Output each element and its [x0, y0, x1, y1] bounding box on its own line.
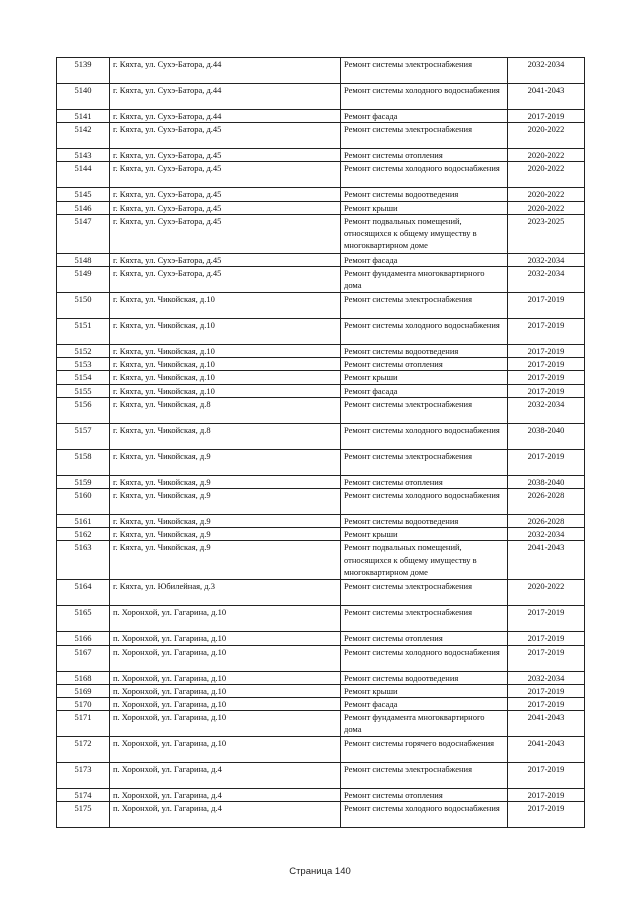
row-address: г. Кяхта, ул. Сухэ-Батора, д.45 [110, 253, 341, 266]
row-period: 2020-2022 [508, 123, 585, 149]
row-address: п. Хоронхой, ул. Гагарина, д.10 [110, 684, 341, 697]
row-period: 2017-2019 [508, 632, 585, 645]
row-period: 2017-2019 [508, 319, 585, 345]
row-period: 2023-2025 [508, 214, 585, 253]
row-address: г. Кяхта, ул. Чикойская, д.9 [110, 515, 341, 528]
row-number: 5165 [57, 606, 110, 632]
row-number: 5164 [57, 580, 110, 606]
table-row [57, 763, 585, 789]
row-address: г. Кяхта, ул. Чикойская, д.9 [110, 475, 341, 488]
table-row [57, 319, 585, 345]
row-work-type: Ремонт крыши [341, 371, 508, 384]
row-work-type: Ремонт фасада [341, 384, 508, 397]
table-row [57, 149, 585, 162]
row-number: 5158 [57, 449, 110, 475]
row-address: г. Кяхта, ул. Сухэ-Батора, д.44 [110, 58, 341, 84]
row-work-type: Ремонт системы электроснабжения [341, 606, 508, 632]
row-address: г. Кяхта, ул. Сухэ-Батора, д.44 [110, 84, 341, 110]
row-address: г. Кяхта, ул. Чикойская, д.8 [110, 397, 341, 423]
row-work-type: Ремонт системы водоотведения [341, 188, 508, 201]
row-number: 5157 [57, 423, 110, 449]
table-row [57, 397, 585, 423]
row-address: г. Кяхта, ул. Чикойская, д.10 [110, 384, 341, 397]
row-period: 2017-2019 [508, 763, 585, 789]
row-period: 2017-2019 [508, 789, 585, 802]
row-work-type: Ремонт системы холодного водоснабжения [341, 802, 508, 828]
row-period: 2020-2022 [508, 580, 585, 606]
row-period: 2017-2019 [508, 358, 585, 371]
row-address: г. Кяхта, ул. Сухэ-Батора, д.44 [110, 110, 341, 123]
row-work-type: Ремонт системы холодного водоснабжения [341, 423, 508, 449]
row-address: г. Кяхта, ул. Чикойская, д.10 [110, 371, 341, 384]
row-period: 2017-2019 [508, 371, 585, 384]
row-work-type: Ремонт системы электроснабжения [341, 123, 508, 149]
table-row [57, 632, 585, 645]
row-address: п. Хоронхой, ул. Гагарина, д.10 [110, 645, 341, 671]
row-address: п. Хоронхой, ул. Гагарина, д.4 [110, 789, 341, 802]
table-row [57, 384, 585, 397]
row-period: 2017-2019 [508, 345, 585, 358]
table-row [57, 188, 585, 201]
row-period: 2020-2022 [508, 162, 585, 188]
row-address: п. Хоронхой, ул. Гагарина, д.4 [110, 763, 341, 789]
row-work-type: Ремонт системы электроснабжения [341, 58, 508, 84]
row-work-type: Ремонт системы отопления [341, 632, 508, 645]
table-row [57, 110, 585, 123]
row-work-type: Ремонт фундамента многоквартирного дома [341, 711, 508, 737]
row-number: 5140 [57, 84, 110, 110]
row-number: 5142 [57, 123, 110, 149]
row-address: г. Кяхта, ул. Юбилейная, д.3 [110, 580, 341, 606]
row-period: 2017-2019 [508, 684, 585, 697]
row-address: г. Кяхта, ул. Чикойская, д.9 [110, 528, 341, 541]
row-period: 2020-2022 [508, 201, 585, 214]
row-address: г. Кяхта, ул. Чикойская, д.10 [110, 293, 341, 319]
row-number: 5139 [57, 58, 110, 84]
row-number: 5173 [57, 763, 110, 789]
row-number: 5155 [57, 384, 110, 397]
row-address: г. Кяхта, ул. Чикойская, д.9 [110, 449, 341, 475]
row-work-type: Ремонт системы электроснабжения [341, 397, 508, 423]
row-number: 5169 [57, 684, 110, 697]
row-period: 2020-2022 [508, 149, 585, 162]
row-work-type: Ремонт системы электроснабжения [341, 449, 508, 475]
row-address: п. Хоронхой, ул. Гагарина, д.10 [110, 698, 341, 711]
row-number: 5148 [57, 253, 110, 266]
row-address: г. Кяхта, ул. Чикойская, д.10 [110, 358, 341, 371]
row-number: 5171 [57, 711, 110, 737]
page-number: Страница 140 [289, 866, 351, 877]
table-row [57, 528, 585, 541]
row-address: г. Кяхта, ул. Сухэ-Батора, д.45 [110, 149, 341, 162]
row-work-type: Ремонт системы водоотведения [341, 515, 508, 528]
row-work-type: Ремонт крыши [341, 201, 508, 214]
row-number: 5167 [57, 645, 110, 671]
row-address: п. Хоронхой, ул. Гагарина, д.10 [110, 632, 341, 645]
row-period: 2017-2019 [508, 802, 585, 828]
row-period: 2032-2034 [508, 397, 585, 423]
row-period: 2032-2034 [508, 671, 585, 684]
row-number: 5170 [57, 698, 110, 711]
row-period: 2041-2043 [508, 737, 585, 763]
row-work-type: Ремонт системы водоотведения [341, 671, 508, 684]
table-row [57, 293, 585, 319]
table-row [57, 711, 585, 737]
row-address: п. Хоронхой, ул. Гагарина, д.10 [110, 671, 341, 684]
row-number: 5172 [57, 737, 110, 763]
row-period: 2032-2034 [508, 267, 585, 293]
row-work-type: Ремонт системы горячего водоснабжения [341, 737, 508, 763]
row-address: п. Хоронхой, ул. Гагарина, д.4 [110, 802, 341, 828]
row-work-type: Ремонт системы отопления [341, 789, 508, 802]
row-number: 5149 [57, 267, 110, 293]
row-address: г. Кяхта, ул. Чикойская, д.10 [110, 345, 341, 358]
table-row [57, 789, 585, 802]
table-row [57, 541, 585, 580]
table-row [57, 515, 585, 528]
row-period: 2041-2043 [508, 541, 585, 580]
row-period: 2017-2019 [508, 698, 585, 711]
table-row [57, 201, 585, 214]
table-row [57, 162, 585, 188]
row-work-type: Ремонт фасада [341, 253, 508, 266]
row-number: 5153 [57, 358, 110, 371]
row-period: 2017-2019 [508, 384, 585, 397]
row-period: 2026-2028 [508, 515, 585, 528]
row-number: 5174 [57, 789, 110, 802]
row-work-type: Ремонт подвальных помещений, относящихся к общему имуществу в многоквартирном доме [341, 541, 508, 580]
row-period: 2032-2034 [508, 58, 585, 84]
row-work-type: Ремонт фундамента многоквартирного дома [341, 267, 508, 293]
table-row [57, 267, 585, 293]
row-number: 5151 [57, 319, 110, 345]
row-work-type: Ремонт системы электроснабжения [341, 293, 508, 319]
row-number: 5175 [57, 802, 110, 828]
table-row [57, 84, 585, 110]
table-row [57, 371, 585, 384]
row-number: 5145 [57, 188, 110, 201]
row-address: г. Кяхта, ул. Чикойская, д.9 [110, 541, 341, 580]
row-address: п. Хоронхой, ул. Гагарина, д.10 [110, 711, 341, 737]
row-period: 2041-2043 [508, 84, 585, 110]
row-work-type: Ремонт системы холодного водоснабжения [341, 489, 508, 515]
row-address: г. Кяхта, ул. Сухэ-Батора, д.45 [110, 123, 341, 149]
row-number: 5146 [57, 201, 110, 214]
table-row [57, 684, 585, 697]
row-work-type: Ремонт системы отопления [341, 475, 508, 488]
row-number: 5141 [57, 110, 110, 123]
row-number: 5144 [57, 162, 110, 188]
row-period: 2017-2019 [508, 110, 585, 123]
row-address: г. Кяхта, ул. Сухэ-Батора, д.45 [110, 267, 341, 293]
table-row [57, 58, 585, 84]
row-period: 2032-2034 [508, 528, 585, 541]
table-row [57, 580, 585, 606]
row-work-type: Ремонт системы водоотведения [341, 345, 508, 358]
row-work-type: Ремонт системы электроснабжения [341, 580, 508, 606]
row-work-type: Ремонт системы холодного водоснабжения [341, 645, 508, 671]
table-row [57, 449, 585, 475]
table-row [57, 345, 585, 358]
row-number: 5154 [57, 371, 110, 384]
row-address: г. Кяхта, ул. Чикойская, д.8 [110, 423, 341, 449]
row-address: г. Кяхта, ул. Сухэ-Батора, д.45 [110, 201, 341, 214]
row-work-type: Ремонт системы отопления [341, 358, 508, 371]
table-row [57, 423, 585, 449]
row-period: 2017-2019 [508, 606, 585, 632]
table-row [57, 475, 585, 488]
table-row [57, 358, 585, 371]
row-period: 2017-2019 [508, 293, 585, 319]
row-period: 2026-2028 [508, 489, 585, 515]
row-period: 2032-2034 [508, 253, 585, 266]
row-work-type: Ремонт системы холодного водоснабжения [341, 84, 508, 110]
row-period: 2017-2019 [508, 449, 585, 475]
row-work-type: Ремонт системы электроснабжения [341, 763, 508, 789]
row-number: 5152 [57, 345, 110, 358]
row-number: 5147 [57, 214, 110, 253]
row-number: 5168 [57, 671, 110, 684]
row-number: 5163 [57, 541, 110, 580]
row-work-type: Ремонт фасада [341, 698, 508, 711]
row-number: 5166 [57, 632, 110, 645]
table-row [57, 489, 585, 515]
row-address: г. Кяхта, ул. Чикойская, д.10 [110, 319, 341, 345]
table-body [57, 58, 585, 828]
row-address: г. Кяхта, ул. Сухэ-Батора, д.45 [110, 214, 341, 253]
row-address: г. Кяхта, ул. Сухэ-Батора, д.45 [110, 188, 341, 201]
row-number: 5150 [57, 293, 110, 319]
table-row [57, 802, 585, 828]
table-row [57, 698, 585, 711]
row-work-type: Ремонт системы холодного водоснабжения [341, 162, 508, 188]
table-row [57, 737, 585, 763]
row-number: 5143 [57, 149, 110, 162]
row-period: 2017-2019 [508, 645, 585, 671]
table-row [57, 123, 585, 149]
row-number: 5160 [57, 489, 110, 515]
row-work-type: Ремонт фасада [341, 110, 508, 123]
row-address: г. Кяхта, ул. Сухэ-Батора, д.45 [110, 162, 341, 188]
row-number: 5159 [57, 475, 110, 488]
row-period: 2038-2040 [508, 423, 585, 449]
table-row [57, 645, 585, 671]
table-row [57, 214, 585, 253]
row-work-type: Ремонт системы холодного водоснабжения [341, 319, 508, 345]
row-address: г. Кяхта, ул. Чикойская, д.9 [110, 489, 341, 515]
row-number: 5161 [57, 515, 110, 528]
row-work-type: Ремонт крыши [341, 684, 508, 697]
row-number: 5162 [57, 528, 110, 541]
row-work-type: Ремонт крыши [341, 528, 508, 541]
row-period: 2041-2043 [508, 711, 585, 737]
row-work-type: Ремонт системы отопления [341, 149, 508, 162]
table-row [57, 253, 585, 266]
row-period: 2020-2022 [508, 188, 585, 201]
table-row [57, 671, 585, 684]
row-address: п. Хоронхой, ул. Гагарина, д.10 [110, 606, 341, 632]
row-work-type: Ремонт подвальных помещений, относящихся к общему имуществу в многоквартирном доме [341, 214, 508, 253]
row-address: п. Хоронхой, ул. Гагарина, д.10 [110, 737, 341, 763]
row-period: 2038-2040 [508, 475, 585, 488]
table-row [57, 606, 585, 632]
row-number: 5156 [57, 397, 110, 423]
repair-schedule-table [56, 57, 585, 828]
